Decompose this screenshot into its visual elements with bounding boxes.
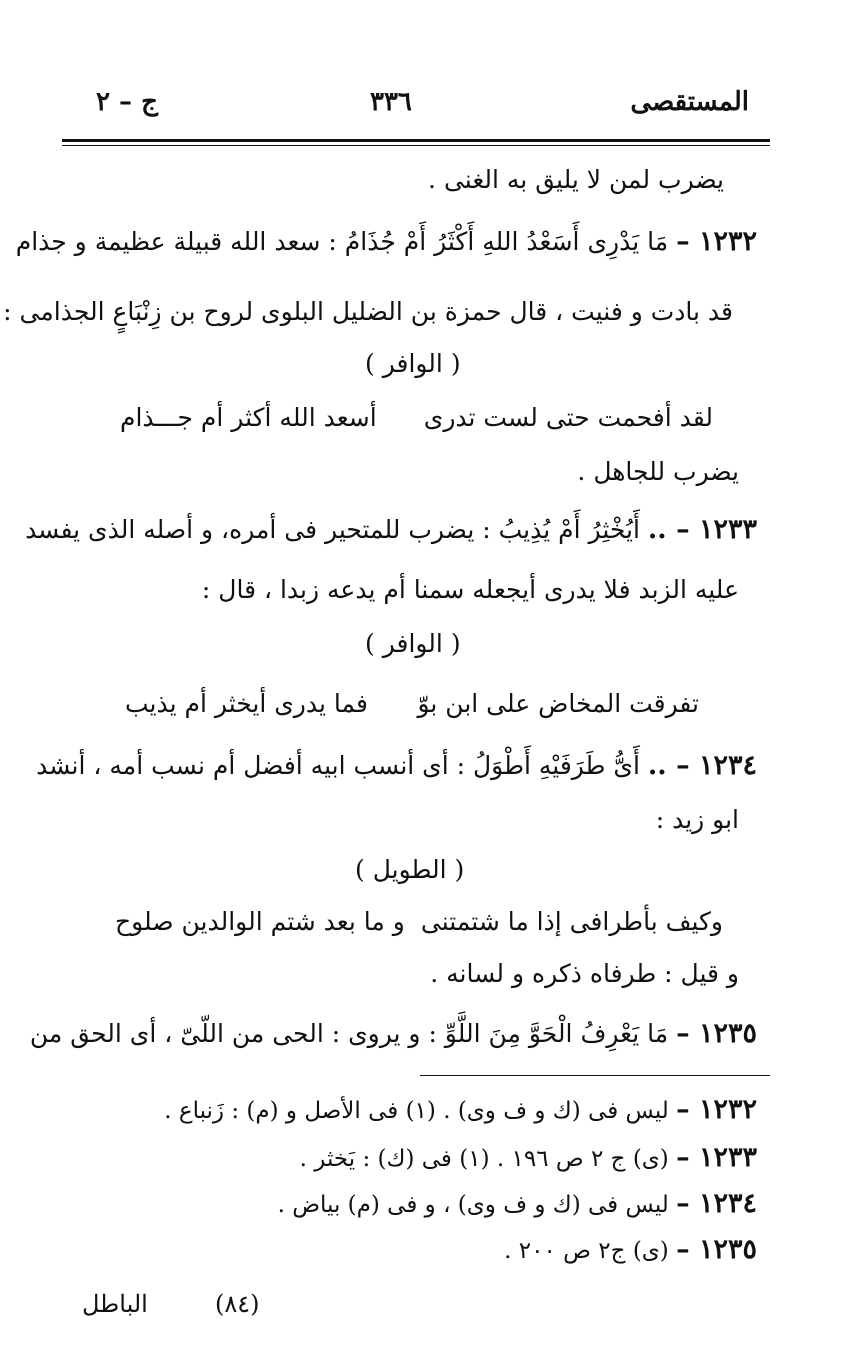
verse-hemistich-first: تفرقت المخاض على ابن بوّ (417, 689, 699, 718)
footnote-text: ليس فى (ك و ف وى) . (١) فى الأصل و (م) : زَنباع . (164, 1098, 669, 1124)
body-line: و قيل : طرفاه ذكره و لسانه . (430, 959, 739, 988)
verse-hemistich-second: و ما بعد شتم الوالدين صلوح (115, 907, 405, 936)
entry-text: أَيُخْثِرُ أَمْ يُذِيبُ : يضرب للمتحير فى أمره، و أصله الذى يفسد (25, 515, 640, 544)
meter-label: ( الوافر ) (365, 629, 461, 658)
entry-text: مَا يَدْرِى أَسَعْدُ اللهِ أَكْثَرُ أَمْ جُذَامُ : سعد الله قبيلة عظيمة و جذام (15, 227, 669, 256)
header-rule-thick (62, 139, 770, 142)
body-line: قد بادت و فنيت ، قال حمزة بن الضليل البلوى لروح بن زِنْبَاعٍ الجذامى : (3, 297, 733, 326)
footnote-text: (ى) ج ٢ ص ١٩٦ . (١) فى (ك) : يَخثر . (299, 1146, 669, 1172)
footnote (278, 1184, 757, 1225)
verse-hemistich-first: وكيف بأطرافى إذا ما شتمتنى (420, 907, 723, 936)
entry-number: ١٢٣٣ – .. (647, 514, 757, 545)
entry-number: ١٢٣٥ – (676, 1018, 757, 1049)
body-line: ابو زيد : (655, 805, 739, 834)
footnote-text: ليس فى (ك و ف وى) ، و فى (م) بياض . (277, 1192, 669, 1218)
entry-text: أَىُّ طَرَفَيْهِ أَطْوَلُ : أى أنسب ابيه أفضل أم نسب أمه ، أنشد (36, 751, 640, 780)
body-line: عليه الزبد فلا يدرى أيجعله سمنا أم يدعه زبدا ، قال : (201, 575, 739, 604)
footnote (164, 1090, 757, 1131)
page-number: ٣٣٦ (370, 87, 412, 117)
verse-hemistich-first: لقد أفحمت حتى لست تدرى (423, 403, 713, 432)
signature-label: الباطل (82, 1290, 148, 1318)
footnote-text: (ى) ج٢ ص ٢٠٠ . (504, 1238, 669, 1264)
header-rule-thin (62, 145, 770, 146)
footnote-number: ١٢٣٢ – (676, 1094, 757, 1125)
footnote-rule (420, 1075, 770, 1076)
entry-number: ١٢٣٢ – (676, 226, 757, 257)
footnote-number: ١٢٣٥ – (676, 1234, 757, 1265)
footnote (300, 1138, 757, 1179)
body-line: يضرب لمن لا يليق به الغنى . (428, 165, 724, 194)
book-title: المستقصى (630, 87, 749, 117)
entry-1233 (25, 510, 757, 550)
entry-1232 (16, 222, 757, 262)
verse-hemistich-second: فما يدرى أيخثر أم يذيب (125, 689, 368, 718)
footnote (504, 1230, 757, 1271)
footnote-number: ١٢٣٣ – (676, 1142, 757, 1173)
footnote-number: ١٢٣٤ – (676, 1188, 757, 1219)
volume-label: ج – ٢ (96, 87, 158, 117)
entry-1234 (36, 746, 757, 786)
entry-number: ١٢٣٤ – .. (647, 750, 757, 781)
entry-1235 (30, 1014, 757, 1054)
signature-mark: (٨٤) (215, 1290, 260, 1318)
meter-label: ( الطويل ) (355, 855, 465, 884)
verse-hemistich-second: أسعد الله أكثر أم جـــذام (120, 403, 377, 432)
body-line: يضرب للجاهل . (577, 457, 739, 486)
meter-label: ( الوافر ) (365, 349, 461, 378)
entry-text: مَا يَعْرِفُ الْحَوَّ مِنَ اللَّوِّ : و يروى : الحى من اللّىّ ، أى الحق من (29, 1019, 669, 1048)
